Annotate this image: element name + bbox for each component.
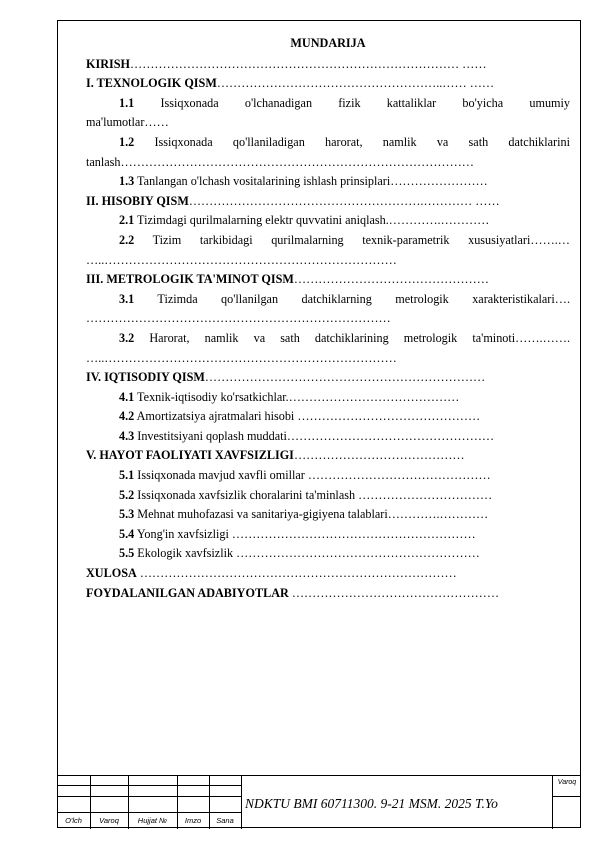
toc-entry-5-2: 5.2 Issiqxonada xavfsizlik choralarini ta'minlash …………………………… <box>119 487 493 502</box>
toc-entry-2-2: 2.2 Tizim tarkibidagi qurilmalarning texnik-parametrik xususiyatlari…….… <box>119 232 570 247</box>
sheet-number-box <box>552 776 581 829</box>
toc-entry-1-1-cont: ma'lumotlar…… <box>86 115 169 130</box>
toc-section-2: II. HISOBIY QISM………………………………………………….………… …… <box>86 193 500 208</box>
stamp-col-varoq: Varoq <box>99 816 119 825</box>
toc-section-5: V. HAYOT FAOLIYATI XAVFSIZLIGI…………………………………… <box>86 448 465 463</box>
toc-entry-1-2-cont: tanlash…………………………………………………………………………… <box>86 154 474 169</box>
title-block-stamp <box>57 775 581 828</box>
toc-entry-1-3: 1.3 Tanlangan o'lchash vositalarining ishlash prinsiplari…………………… <box>119 174 488 189</box>
toc-entry-4-1: 4.1 Texnik-iqtisodiy ko'rsatkichlar.…………………………………… <box>119 389 460 404</box>
toc-entry-2-2-cont: …..……………………………………………………………… <box>86 252 397 267</box>
toc-section-4: IV. IQTISODIY QISM…………………………………………………………… <box>86 370 486 385</box>
toc-entry-3-1-cont: ………………………………………………………………… <box>86 311 391 326</box>
toc-entry-4-2: 4.2 Amortizatsiya ajratmalari hisobi ……………………………………… <box>119 409 481 424</box>
toc-entry-3-1: 3.1 Tizimda qo'llanilgan datchiklarning metrologik xarakteristikalari…. <box>119 291 570 306</box>
stamp-col-imzo: Imzo <box>184 816 202 825</box>
toc-section-3: III. METROLOGIK TA'MINOT QISM………………………………………… <box>86 272 489 287</box>
toc-entry-5-5: 5.5 Ekologik xavfsizlik …………………………………………………… <box>119 546 480 561</box>
toc-entry-1-1: 1.1 Issiqxonada o'lchanadigan fizik kattaliklar bo'yicha umumiy <box>119 95 570 110</box>
toc-entry-xulosa: XULOSA …………………………………………………………………… <box>86 566 457 581</box>
stamp-col-hujjat: Hujjat № <box>137 816 168 825</box>
table-of-contents <box>86 34 570 603</box>
sheet-label: Varoq <box>557 779 577 786</box>
toc-entry-3-2-cont: …..……………………………………………………………… <box>86 350 397 365</box>
stamp-row-line <box>57 785 241 786</box>
sheet-box-line <box>553 796 581 797</box>
toc-entry-5-3: 5.3 Mehnat muhofazasi va sanitariya-gigiyena talablari………….………… <box>119 507 489 522</box>
stamp-row-line <box>57 812 241 813</box>
stamp-col-line <box>241 776 242 829</box>
document-code: NDKTU BMI 60711300. 9-21 MSM. 2025 T.Yo <box>245 796 498 811</box>
stamp-col-sana: Sana <box>216 816 234 825</box>
page-title: MUNDARIJA <box>290 36 366 50</box>
toc-section-1: I. TEXNOLOGIK QISM………………………………………………..…… …… <box>86 76 495 91</box>
stamp-grid <box>57 776 241 829</box>
toc-entry-2-1: 2.1 Tizimdagi qurilmalarning elektr quvvatini aniqlash.………….………… <box>119 213 490 228</box>
toc-entry-3-2: 3.2 Harorat, namlik va sath datchiklarining metrologik ta'minoti…….……. <box>119 330 570 345</box>
toc-entry-1-2: 1.2 Issiqxonada qo'llaniladigan harorat, namlik va sath datchiklarini <box>119 134 570 149</box>
toc-entry-5-4: 5.4 Yong'in xavfsizligi …………………………………………………… <box>119 526 476 541</box>
toc-entry-adabiyotlar: FOYDALANILGAN ADABIYOTLAR …………………………………………… <box>86 585 500 600</box>
toc-entry-4-3: 4.3 Investitsiyani qoplash muddati…………………………………………… <box>119 428 495 443</box>
toc-entry-5-1: 5.1 Issiqxonada mavjud xavfli omillar ……………………………………… <box>119 468 491 483</box>
stamp-row-line <box>57 796 241 797</box>
stamp-col-olch: O'lch <box>65 816 82 825</box>
toc-entry-kirish: KIRISH……………………………………………………………………… …… <box>86 56 487 71</box>
